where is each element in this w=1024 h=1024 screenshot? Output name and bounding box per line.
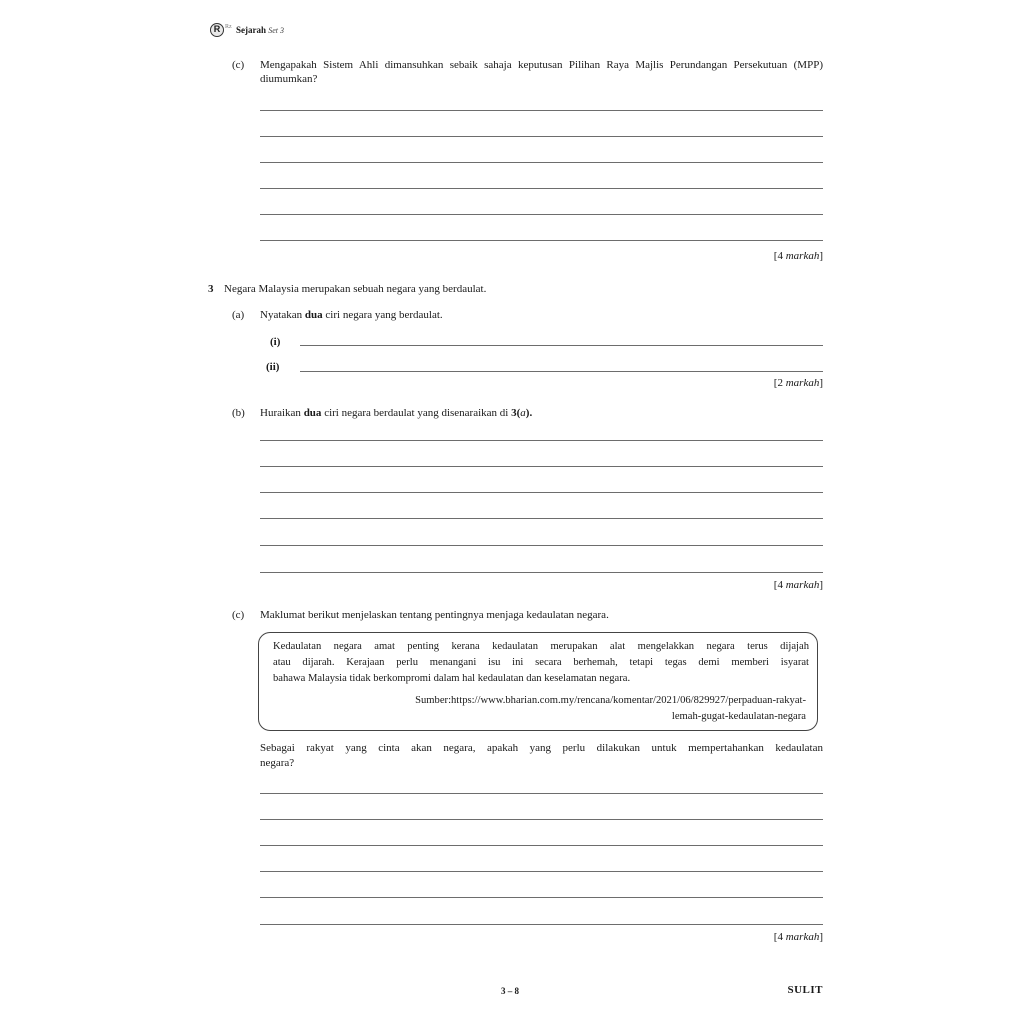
answer-line[interactable] bbox=[260, 545, 823, 546]
answer-line[interactable] bbox=[260, 572, 823, 573]
answer-line[interactable] bbox=[260, 518, 823, 519]
marks-word: markah bbox=[785, 377, 820, 389]
marks-num: 4 bbox=[777, 250, 783, 262]
q3b-text-middle: ciri negara berdaulat yang disenaraikan di bbox=[324, 407, 509, 419]
answer-line[interactable] bbox=[260, 440, 823, 441]
source-text-line: atau dijarah. Kerajaan perlu menangani isu ini secara berhemah, tetapi tegas demi memberi isyarat bbox=[273, 657, 809, 668]
q3a-bold: dua bbox=[304, 309, 323, 321]
q3c-question-line: Sebagai rakyat yang cinta akan negara, apakah yang perlu dilakukan untuk mempertahankan kedaulatan bbox=[260, 742, 823, 754]
q3a-question bbox=[260, 308, 443, 322]
q3a-item-i-label: (i) bbox=[270, 336, 281, 348]
q3b-text-before: Huraikan bbox=[260, 407, 301, 419]
q3c-label: (c) bbox=[232, 609, 245, 621]
answer-line[interactable] bbox=[260, 845, 823, 846]
q2c-question: Mengapakah Sistem Ahli dimansuhkan sebaik sahaja keputusan Pilihan Raya Majlis Perundangan Persekutuan (MPP) diumumkan? bbox=[260, 59, 823, 85]
answer-line-ii[interactable] bbox=[300, 371, 823, 372]
q3a-item-ii-label: (ii) bbox=[266, 361, 280, 373]
answer-line[interactable] bbox=[260, 819, 823, 820]
source-text-line: bahawa Malaysia tidak berkompromi dalam hal kedaulatan dan keselamatan negara. bbox=[273, 673, 631, 684]
q3b-bold: dua bbox=[303, 407, 322, 419]
q3a-label: (a) bbox=[232, 309, 245, 321]
q3b-ref-end: ). bbox=[525, 407, 533, 419]
q3-number: 3 bbox=[208, 283, 214, 295]
source-citation-line: lemah-gugat-kedaulatan-negara bbox=[671, 711, 806, 722]
q3a-text-before: Nyatakan bbox=[260, 309, 303, 321]
page-header bbox=[236, 25, 284, 35]
answer-line[interactable] bbox=[260, 136, 823, 137]
marks-label: [4 markah] bbox=[773, 931, 823, 943]
logo-badge: R bbox=[210, 23, 224, 37]
publisher-logo bbox=[200, 23, 236, 38]
answer-line[interactable] bbox=[260, 188, 823, 189]
sulit-label: SULIT bbox=[787, 984, 823, 996]
answer-line[interactable] bbox=[260, 492, 823, 493]
marks-label: [4 markah] bbox=[773, 579, 823, 591]
q3b-question bbox=[260, 406, 532, 420]
q3a-text-after: ciri negara yang berdaulat. bbox=[325, 309, 443, 321]
marks-num: 4 bbox=[777, 579, 783, 591]
answer-line[interactable] bbox=[260, 240, 823, 241]
answer-line[interactable] bbox=[260, 924, 823, 925]
marks-num: 2 bbox=[777, 377, 783, 389]
answer-line[interactable] bbox=[260, 466, 823, 467]
header-set: Set 3 bbox=[268, 26, 285, 35]
answer-line[interactable] bbox=[260, 110, 823, 111]
source-text-line: Kedaulatan negara amat penting kerana kedaulatan merupakan alat mengelakkan negara terus dijajah bbox=[273, 641, 809, 652]
source-citation-line: Sumber:https://www.bharian.com.my/rencana/komentar/2021/06/829927/perpaduan-rakyat- bbox=[415, 695, 806, 706]
page-number: 3 – 8 bbox=[501, 986, 519, 996]
marks-label: [2 markah] bbox=[773, 377, 823, 389]
q3c-question-line: negara? bbox=[260, 757, 295, 769]
header-subject: Sejarah bbox=[236, 25, 266, 35]
q3b-ref-letter: a bbox=[520, 407, 526, 419]
answer-line[interactable] bbox=[260, 871, 823, 872]
q3-stem: Negara Malaysia merupakan sebuah negara yang berdaulat. bbox=[224, 283, 487, 295]
q2c-label: (c) bbox=[232, 59, 245, 71]
q3c-intro: Maklumat berikut menjelaskan tentang pentingnya menjaga kedaulatan negara. bbox=[260, 609, 609, 621]
answer-line[interactable] bbox=[260, 793, 823, 794]
answer-line[interactable] bbox=[260, 162, 823, 163]
logo-mark: Rz bbox=[225, 24, 232, 30]
answer-line-i[interactable] bbox=[300, 345, 823, 346]
marks-word: markah bbox=[785, 250, 820, 262]
marks-word: markah bbox=[785, 579, 820, 591]
q3b-ref-num: 3( bbox=[511, 407, 521, 419]
q3b-label: (b) bbox=[232, 407, 245, 419]
marks-num: 4 bbox=[777, 931, 783, 943]
answer-line[interactable] bbox=[260, 897, 823, 898]
marks-word: markah bbox=[785, 931, 820, 943]
marks-label: [4 markah] bbox=[773, 250, 823, 262]
answer-line[interactable] bbox=[260, 214, 823, 215]
